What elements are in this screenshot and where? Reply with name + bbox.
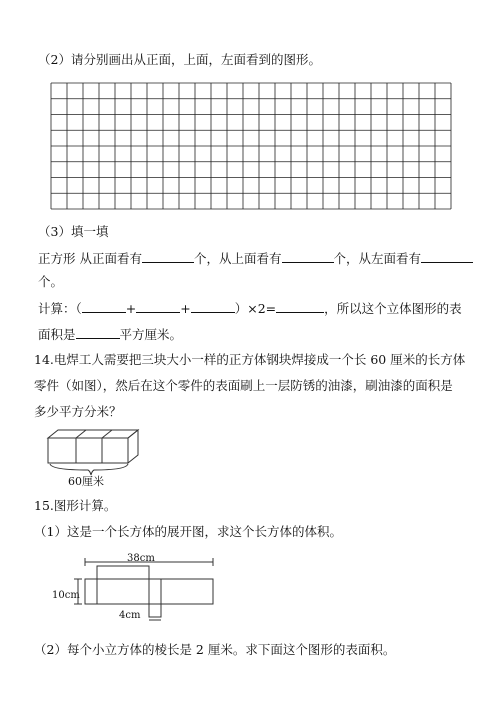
- q13-area-line: [38, 326, 182, 343]
- blank-area[interactable]: [76, 326, 120, 339]
- blank-calc-result[interactable]: [276, 300, 324, 313]
- cuboid-length-label: 60厘米: [68, 475, 104, 488]
- q15-part2: （2）每个小立方体的棱长是 2 厘米。求下面这个图形的表面积。: [34, 642, 396, 657]
- blank-calc-1[interactable]: [82, 300, 126, 313]
- q14-line-1: 14.电焊工人需要把三块大小一样的正方体钢块焊接成一个长 60 厘米的长方体: [34, 352, 466, 367]
- q15-title: 15.图形计算。: [34, 498, 117, 513]
- q15-part1: （1）这是一个长方体的展开图，求这个长方体的体积。: [34, 524, 342, 539]
- calc-plus-1: +: [125, 301, 137, 316]
- fill-text-end: 个。: [38, 274, 64, 289]
- area-unit: 平方厘米。: [119, 327, 183, 342]
- calc-plus-2: +: [180, 301, 191, 316]
- fill-text-top: 个，从上面看有: [193, 251, 282, 266]
- blank-front[interactable]: [142, 250, 194, 263]
- q13-calc-line: [38, 300, 462, 317]
- blank-left[interactable]: [421, 250, 473, 263]
- q14-line-3: 多少平方分米？: [34, 404, 122, 419]
- blank-top[interactable]: [282, 250, 334, 263]
- fill-text-left: 个，从左面看有: [333, 251, 422, 266]
- q14-line-2: 零件（如图），然后在这个零件的表面刷上一层防锈的油漆，刷油漆的面积是: [34, 378, 453, 393]
- q13-part2-title: （2）请分别画出从正面，上面，左面看到的图形。: [38, 52, 321, 67]
- fill-text-front: 正方形 从正面看有: [38, 251, 142, 266]
- net-label-top: 38cm: [127, 553, 155, 564]
- area-label: 面积是: [38, 327, 76, 342]
- calc-label: 计算：（: [38, 301, 82, 316]
- drawing-grid: [50, 82, 452, 210]
- blank-calc-2[interactable]: [136, 300, 180, 313]
- blank-calc-3[interactable]: [191, 300, 235, 313]
- net-label-left: 10cm: [52, 590, 80, 601]
- calc-conclusion: ，所以这个立体图形的表: [324, 301, 462, 316]
- q13-fill-line: [38, 250, 473, 267]
- calc-times-two: ）×2=: [234, 301, 277, 316]
- q13-part3-title: （3）填一填: [38, 224, 109, 239]
- net-label-bottom: 4cm: [119, 610, 141, 621]
